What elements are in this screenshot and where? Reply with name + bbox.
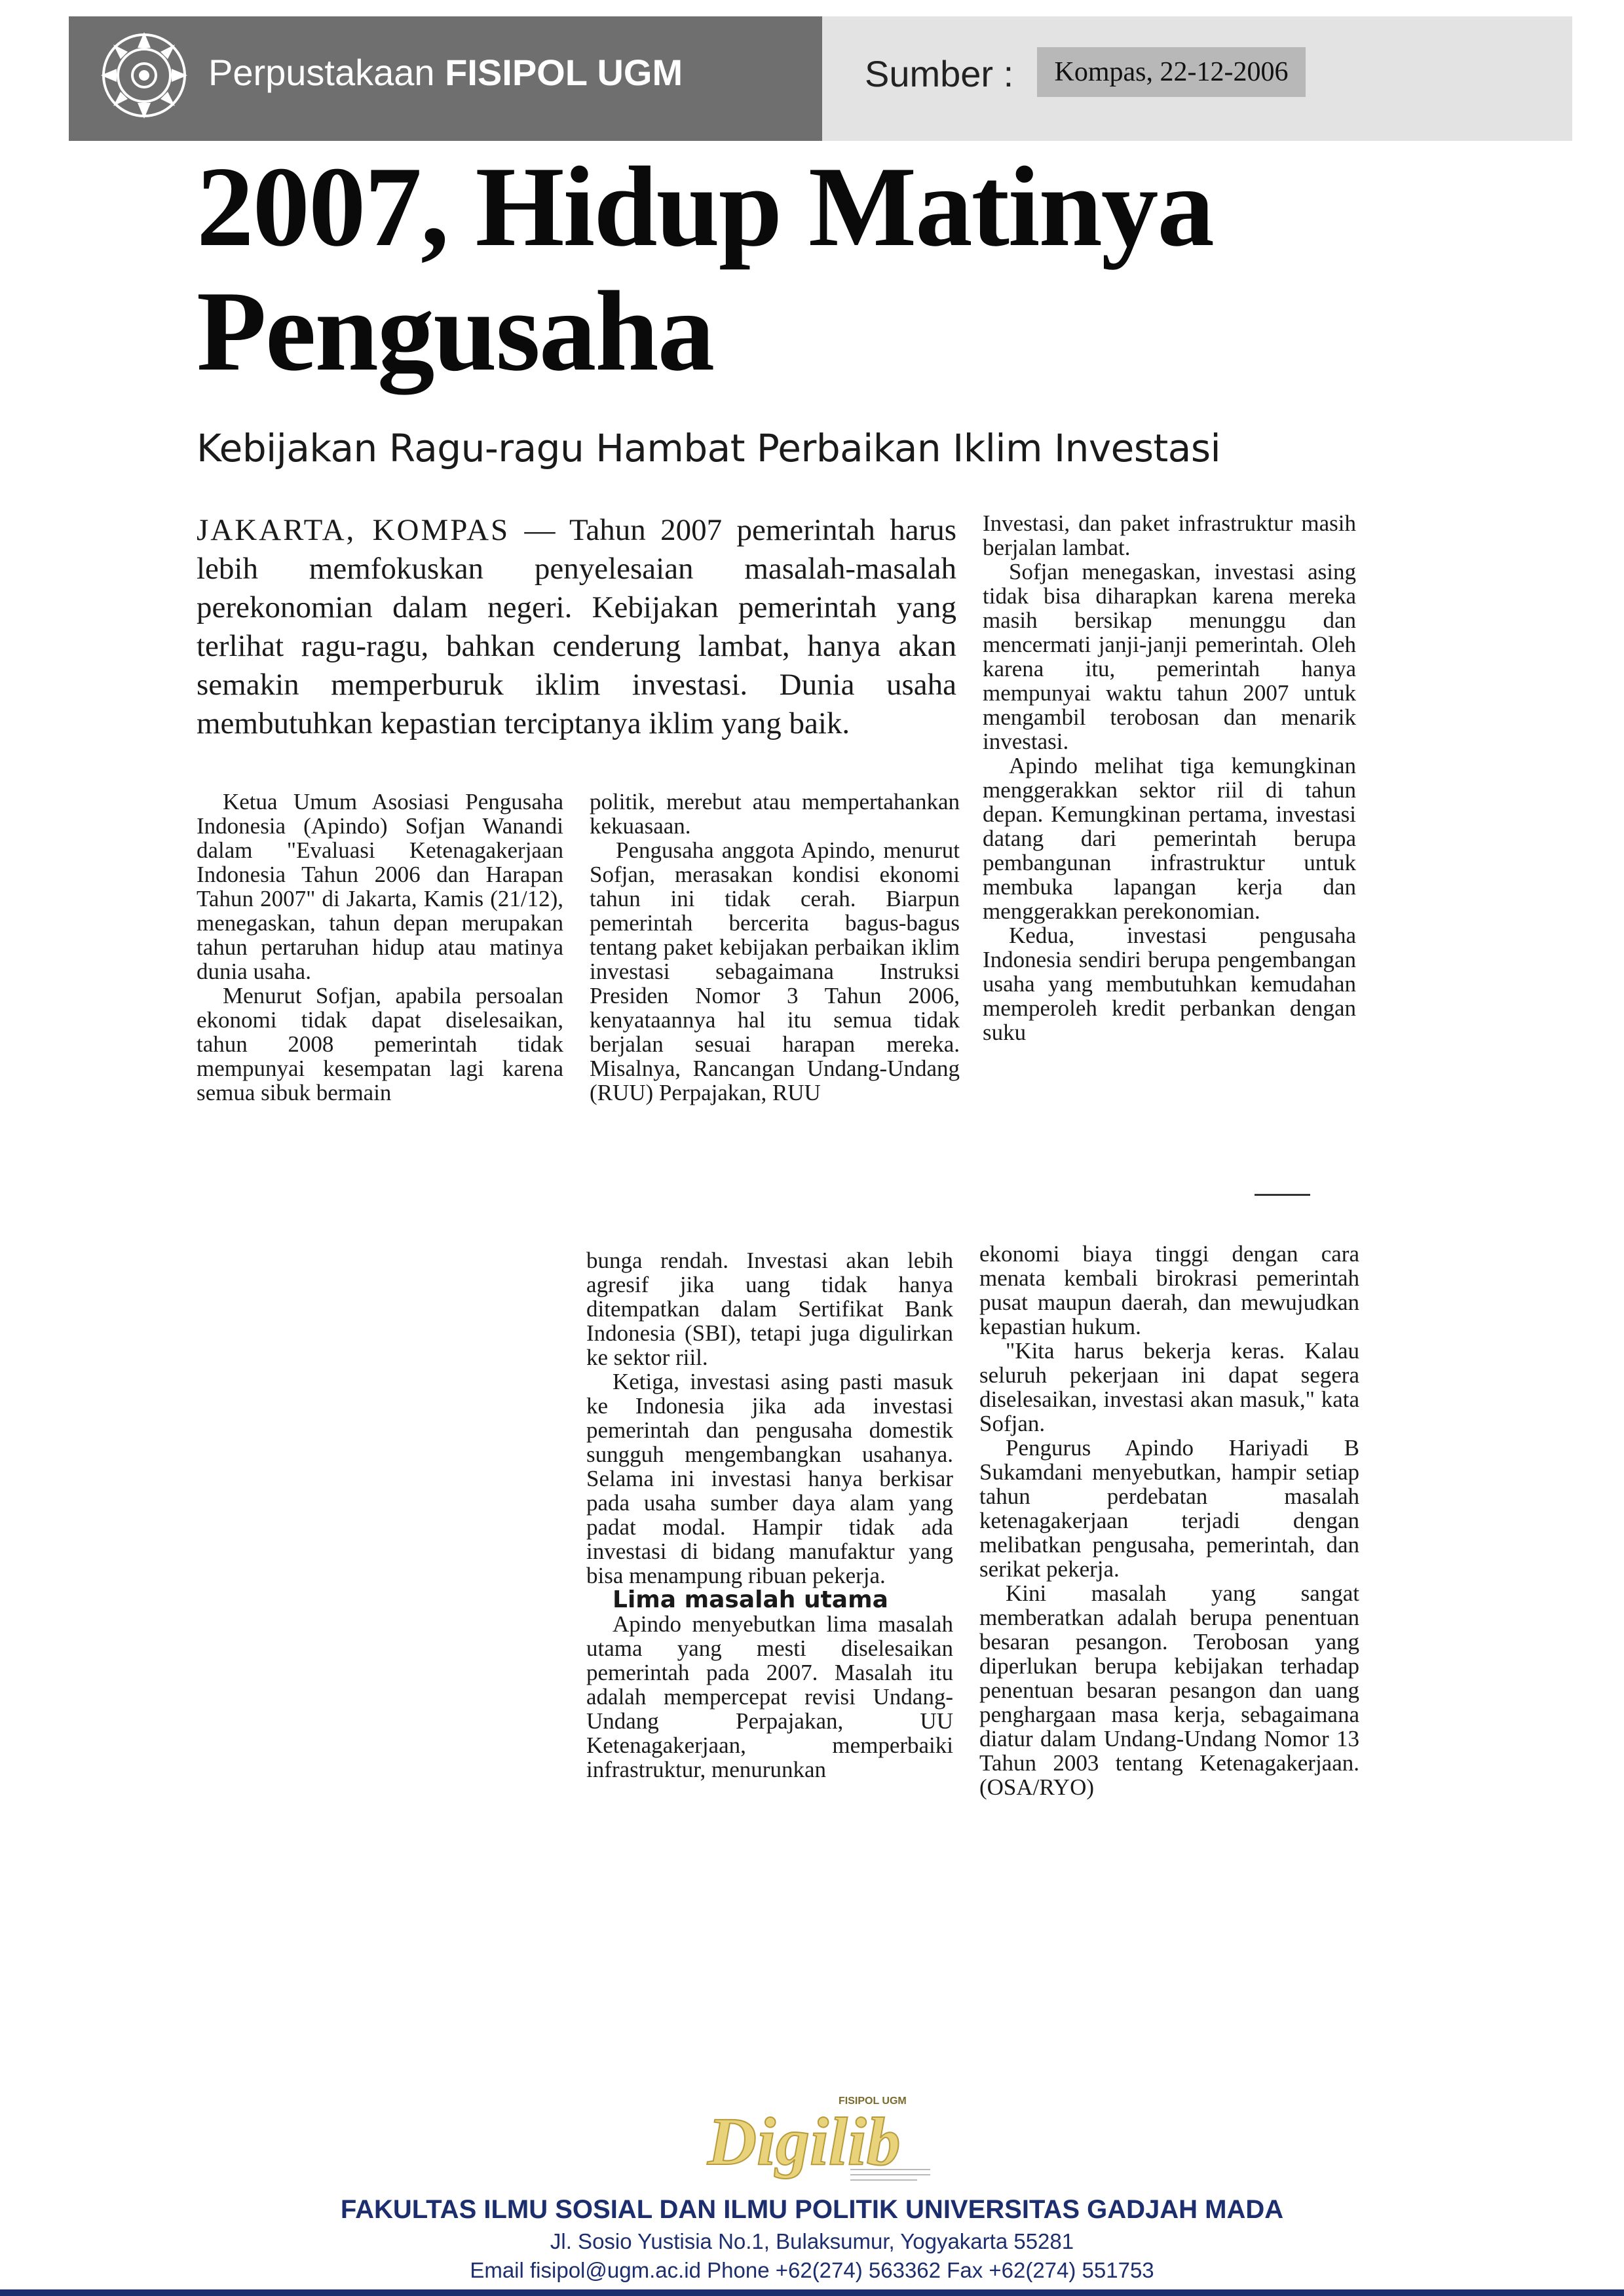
paragraph: Ketua Umum Asosiasi Pengusaha Indonesia (Apindo) Sofjan Wanandi dalam "Evaluasi Ketenagakerjaan Indonesia Tahun 2006 dan Harapan Tahun 2007" di Jakarta, Kamis (21/12), menegaskan, tahun depan merupakan tahun pertaruhan hidup atau matinya dunia usaha. [197,789,563,984]
faculty-contact: Email fisipol@ugm.ac.id Phone +62(274) 563362 Fax +62(274) 551753 [470,2258,1154,2282]
article-column-5 [979,1242,1359,1799]
paragraph: politik, merebut atau mempertahankan kekuasaan. [590,789,960,839]
paragraph: "Kita harus bekerja keras. Kalau seluruh pekerjaan ini dapat segera diselesaikan, investasi akan masuk," kata Sofjan. [979,1338,1359,1436]
paragraph: Apindo menyebutkan lima masalah utama yang mesti diselesaikan pemerintah pada 2007. Masalah itu adalah mempercepat revisi Undang-Undang Perpajakan, UU Ketenagakerjaan, memperbaiki infrastruktur, menurunkan [586,1611,953,1782]
paragraph: Pengusaha anggota Apindo, menurut Sofjan, merasakan kondisi ekonomi tahun ini tidak cerah. Biarpun pemerintah bercerita bagus-bagus tentang paket kebijakan perbaikan iklim investasi sebagaimana Instruksi Presiden Nomor 3 Tahun 2006, kenyataannya hal itu semua tidak berjalan sesuai harapan mereka. Misalnya, Rancangan Undang-Undang (RUU) Perpajakan, RUU [590,837,960,1105]
paragraph: bunga rendah. Investasi akan lebih agresif jika uang tidak hanya ditempatkan dalam Sertifikat Bank Indonesia (SBI), tetapi juga digulirkan ke sektor riil. [586,1248,953,1370]
paragraph: Ketiga, investasi asing pasti masuk ke Indonesia jika ada investasi pemerintah dan pengusaha domestik sungguh mengembangkan usahanya. Selama ini investasi hanya berkisar pada usaha sumber daya alam yang padat modal. Hampir tidak ada investasi di bidang manufaktur yang bisa menampung ribuan pekerja. [586,1369,953,1588]
subheadline: Kebijakan Ragu-ragu Hambat Perbaikan Iklim Investasi [197,426,1221,470]
library-name-bold: FISIPOL UGM [445,52,683,93]
dateline: JAKARTA, KOMPAS [197,513,510,547]
article-column-3 [983,511,1356,1044]
footer-bar [0,2289,1624,2296]
source-value: Kompas, 22-12-2006 [1037,47,1306,97]
headline [197,144,1507,393]
digilib-logo-icon [701,2087,937,2185]
paragraph: Kini masalah yang sangat memberatkan adalah berupa penentuan besaran pesangon. Terobosan yang diperlukan berupa kebijakan terhadap penentuan besaran pesangon dan uang penghargaan masa kerja, sebagaimana diatur dalam Undang-Undang Nomor 13 Tahun 2003 tentang Ketenagakerjaan. (OSA/RYO) [979,1580,1359,1800]
paragraph: Investasi, dan paket infrastruktur masih berjalan lambat. [983,510,1356,560]
library-prefix: Perpustakaan [208,52,435,93]
paragraph: Menurut Sofjan, apabila persoalan ekonomi tidak dapat diselesaikan, tahun 2008 pemerintah tidak mempunyai kesempatan lagi karena semua sibuk bermain [197,983,563,1105]
source-label: Sumber : [865,53,1014,94]
faculty-address: Jl. Sosio Yustisia No.1, Bulaksumur, Yogyakarta 55281 [550,2229,1074,2253]
headline-line-1: 2007, Hidup Matinya [197,143,1213,270]
paragraph: Apindo melihat tiga kemungkinan menggerakkan sektor riil di tahun depan. Kemungkinan pertama, investasi datang dari pemerintah berupa pembangunan infrastruktur untuk membuka lapangan kerja dan menggerakkan perekonomian. [983,753,1356,924]
paragraph: Sofjan menegaskan, investasi asing tidak bisa diharapkan karena mereka masih bersikap menunggu dan mencermati janji-janji pemerintah. Oleh karena itu, pemerintah hanya mempunyai waktu tahun 2007 untuk mengambil terobosan dan menarik investasi. [983,559,1356,754]
faculty-name: FAKULTAS ILMU SOSIAL DAN ILMU POLITIK UNIVERSITAS GADJAH MADA [340,2195,1284,2224]
article-column-1 [197,790,563,1105]
article-column-4 [586,1248,953,1782]
lead-text: Tahun 2007 pemerintah harus lebih memfokuskan penyelesaian masalah-masalah perekonomian dalam negeri. Kebijakan pemerintah yang terlihat ragu-ragu, bahkan cenderung lambat, hanya akan semakin memperburuk iklim investasi. Dunia usaha membutuhkan kepastian terciptanya iklim yang baik. [197,513,956,740]
headline-line-2: Pengusaha [197,267,714,394]
library-name [208,51,683,94]
digilib-top-text: FISIPOL UGM [839,2095,907,2107]
paragraph: Kedua, investasi pengusaha Indonesia sendiri berupa pengembangan usaha yang membutuhkan kemudahan memperoleh kredit perbankan dengan suku [983,923,1356,1045]
paragraph: ekonomi biaya tinggi dengan cara menata kembali birokrasi pemerintah pusat maupun daerah, dan mewujudkan kepastian hukum. [979,1241,1359,1339]
column-divider [1255,1194,1310,1196]
digilib-word: Digilib [708,2104,901,2179]
paragraph: Pengurus Apindo Hariyadi B Sukamdani menyebutkan, hampir setiap tahun perdebatan masalah ketenagakerjaan terjadi dengan melibatkan pengusaha, pemerintah, dan serikat pekerja. [979,1435,1359,1582]
section-heading: Lima masalah utama [613,1586,888,1613]
lead-paragraph: JAKARTA, KOMPAS — Tahun 2007 pemerintah harus lebih memfokuskan penyelesaian masalah-masalah perekonomian dalam negeri. Kebijakan pemerintah yang terlihat ragu-ragu, bahkan cenderung lambat, hanya akan semakin memperburuk iklim investasi. Dunia usaha membutuhkan kepastian terciptanya iklim yang baik. [197,513,956,740]
ugm-seal-icon [98,29,190,121]
article-column-2 [590,790,960,1105]
